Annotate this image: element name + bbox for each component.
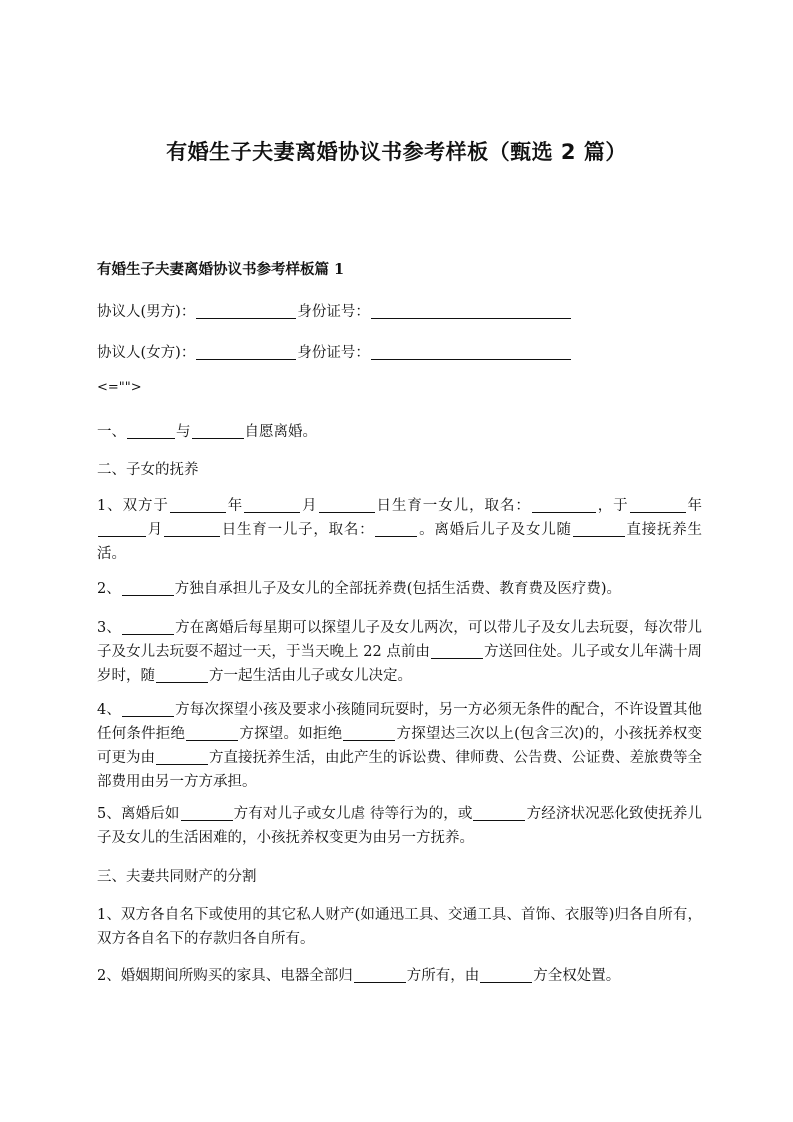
paragraph-1-text: 直接抚养生活。 xyxy=(97,522,703,562)
party-male-id-blank xyxy=(371,317,571,319)
clause-1-text: 一、 xyxy=(97,424,126,440)
clause-1-text: 自愿离婚。 xyxy=(244,424,317,440)
blank xyxy=(156,681,208,683)
heading-child-support: 二、子女的抚养 xyxy=(97,462,199,478)
paragraph-1-text: 年 xyxy=(686,498,703,514)
blank xyxy=(186,739,238,741)
blank xyxy=(319,511,375,513)
paragraph-3-text: 方一起生活由儿子或女儿决定。 xyxy=(209,668,412,684)
blank xyxy=(630,511,686,513)
paragraph-1-text: ，于 xyxy=(596,498,629,514)
blank xyxy=(156,763,208,765)
paragraph-5-text: 5、离婚后如 xyxy=(97,806,180,822)
paragraph-4 xyxy=(97,698,702,794)
party-male-name-blank xyxy=(196,317,296,319)
property-clause-2-text: 2、婚姻期间所购买的家具、电器全部归 xyxy=(97,968,353,984)
paragraph-3 xyxy=(97,616,702,688)
paragraph-4-text: 方探望。如拒绝 xyxy=(239,726,343,742)
blank xyxy=(98,535,146,537)
id-label-female: 身份证号： xyxy=(297,345,370,361)
paragraph-4-text: 方探望达三次以上(包含三次)的，小孩抚养权变可更为由 xyxy=(97,726,703,766)
paragraph-1-text: 日生育一儿子，取名： xyxy=(221,522,375,538)
document-title: 有婚生子夫妻离婚协议书参考样板（甄选 2 篇） xyxy=(166,140,627,164)
blank xyxy=(122,633,174,635)
property-clause-2-text: 方全权处置。 xyxy=(533,968,621,984)
party-male-label: 协议人(男方)： xyxy=(97,304,196,320)
blank xyxy=(244,511,300,513)
blank xyxy=(122,715,174,717)
paragraph-4-text: 4、 xyxy=(97,702,122,718)
paragraph-2 xyxy=(97,577,702,601)
blank xyxy=(375,535,417,537)
blank xyxy=(473,819,525,821)
party-female-id-blank xyxy=(371,358,571,360)
blank xyxy=(343,739,395,741)
blank xyxy=(164,535,220,537)
property-clause-2-text: 方所有，由 xyxy=(406,968,480,984)
paragraph-1 xyxy=(97,494,702,566)
heading-property-division: 三、夫妻共同财产的分割 xyxy=(97,869,257,885)
clause-1 xyxy=(97,420,702,444)
paragraph-3-text: 方在离婚后每星期可以探望儿子及女儿两次，可以带儿子及女儿去玩耍，每次带儿子及女儿去玩耍不超过一天，于当天晚上 22 点前由 xyxy=(97,620,703,660)
party-female-name-blank xyxy=(196,358,296,360)
blank xyxy=(122,594,174,596)
party-male-line xyxy=(97,300,702,324)
paragraph-5 xyxy=(97,802,702,850)
paragraph-1-text: 1、双方于 xyxy=(97,498,169,514)
clause-1-blank-a xyxy=(127,437,175,439)
paragraph-1-text: 月 xyxy=(301,498,318,514)
paragraph-4-text: 方每次探望小孩及要求小孩随同玩耍时，另一方必须无条件的配合，不许设置其他任何条件拒绝 xyxy=(97,702,703,742)
blank xyxy=(354,981,406,983)
paragraph-2-text: 2、 xyxy=(97,581,121,597)
blank xyxy=(480,981,532,983)
blank xyxy=(431,657,483,659)
paragraph-3-text: 方送回住处。儿子或女儿年满十周岁时，随 xyxy=(97,644,703,684)
blank xyxy=(181,819,233,821)
paragraph-1-text: 年 xyxy=(226,498,244,514)
clause-1-text: 与 xyxy=(176,424,191,440)
blank xyxy=(170,511,226,513)
placeholder-markup: <=""> xyxy=(97,380,142,395)
paragraph-1-text: 月 xyxy=(147,522,164,538)
id-label-male: 身份证号： xyxy=(297,304,370,320)
blank xyxy=(532,511,596,513)
paragraph-1-text: 。离婚后儿子及女儿随 xyxy=(418,522,572,538)
section-title: 有婚生子夫妻离婚协议书参考样板篇 1 xyxy=(97,261,345,278)
paragraph-5-text: 方有对儿子或女儿虐 待等行为的，或 xyxy=(233,806,473,822)
paragraph-4-text: 方直接抚养生活，由此产生的诉讼费、律师费、公告费、公证费、差旅费等全部费用由另一方方承担。 xyxy=(97,750,702,790)
paragraph-5-text: 方经济状况恶化致使抚养儿子及女儿的生活困难的，小孩抚养权变更为由另一方抚养。 xyxy=(97,806,703,846)
clause-1-blank-b xyxy=(192,437,244,439)
property-clause-1: 1、双方各自名下或使用的其它私人财产(如通迅工具、交通工具、首饰、衣服等)归各自所有，双方各自名下的存款归各自所有。 xyxy=(97,907,702,947)
property-clause-2 xyxy=(97,964,702,988)
paragraph-1-text: 日生育一女儿，取名： xyxy=(375,498,531,514)
paragraph-3-text: 3、 xyxy=(97,620,122,636)
paragraph-2-text: 方独自承担儿子及女儿的全部抚养费(包括生活费、教育费及医疗费)。 xyxy=(174,581,622,597)
party-female-label: 协议人(女方)： xyxy=(97,345,196,361)
blank xyxy=(573,535,625,537)
party-female-line xyxy=(97,341,702,365)
